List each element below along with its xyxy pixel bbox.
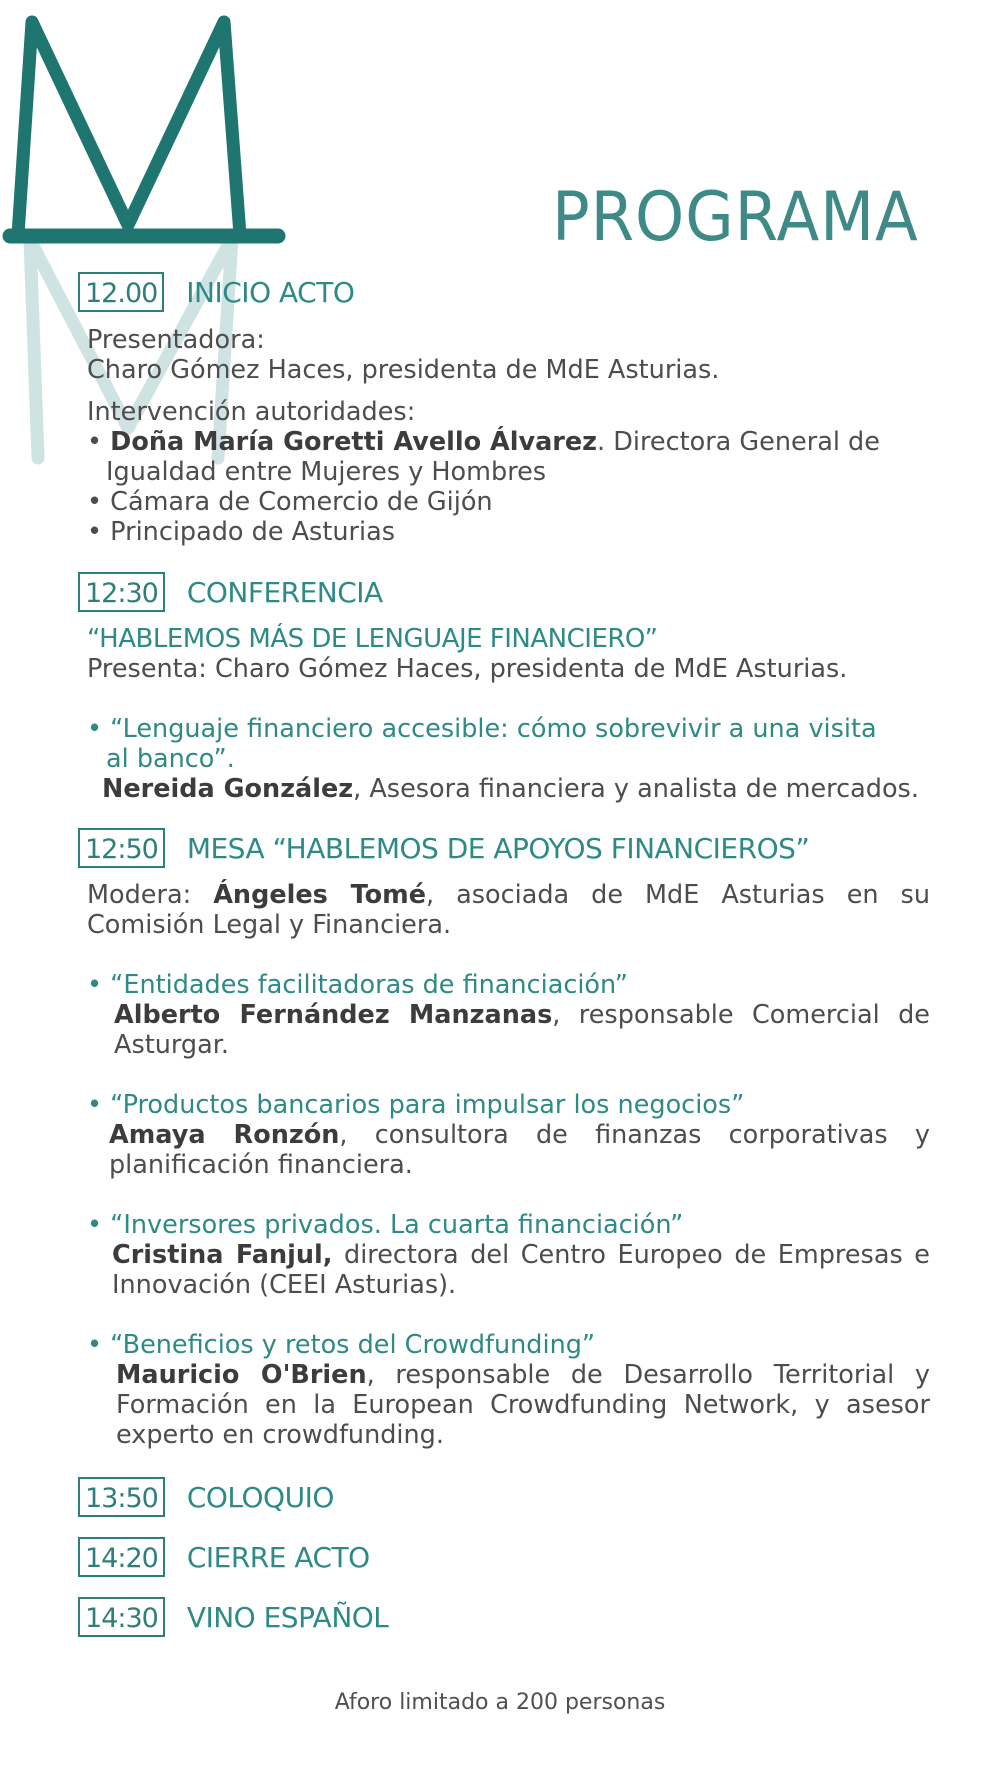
talk-title: • “Beneficios y retos del Crowdfunding” (87, 1330, 596, 1360)
time-badge: 14:20 (78, 1537, 165, 1577)
section-vino (78, 1597, 388, 1637)
talk-title: • “Inversores privados. La cuarta financiación” (87, 1210, 684, 1240)
time-badge: 12:50 (78, 828, 165, 868)
moderator: Modera: Ángeles Tomé, asociada de MdE Asturias en su Comisión Legal y Financiera. (87, 880, 930, 940)
section-heading: CONFERENCIA (186, 575, 383, 609)
time-badge: 14:30 (78, 1597, 165, 1637)
section-inicio (78, 272, 354, 312)
conference-title: “HABLEMOS MÁS DE LENGUAJE FINANCIERO” (87, 624, 658, 654)
section-heading: MESA “HABLEMOS DE APOYOS FINANCIEROS” (186, 831, 810, 865)
section-heading: INICIO ACTO (186, 275, 355, 309)
logo-m-letter (18, 22, 240, 235)
section-heading: VINO ESPAÑOL (186, 1600, 389, 1634)
section-coloquio (78, 1477, 334, 1517)
list-item: • Cámara de Comercio de Gijón (87, 487, 493, 517)
conferencia-body (87, 624, 957, 804)
presenter-text: Charo Gómez Haces, presidenta de MdE Asturias. (87, 355, 720, 385)
time-badge: 12:30 (78, 572, 165, 612)
time-badge: 13:50 (78, 1477, 165, 1517)
talk-title: • “Lenguaje financiero accesible: cómo sobrevivir a una visita (87, 714, 877, 744)
talk-title-cont: al banco”. (106, 744, 235, 774)
list-item-cont: Igualdad entre Mujeres y Hombres (106, 457, 547, 487)
speaker: Mauricio O'Brien, responsable de Desarrollo Territorial y Formación en la European Crowdfunding Network, y asesor experto en crowdfunding. (116, 1360, 930, 1450)
list-item: • Doña María Goretti Avello Álvarez. Directora General de (87, 427, 880, 457)
speaker: Cristina Fanjul, directora del Centro Europeo de Empresas e Innovación (CEEI Asturias). (112, 1240, 930, 1300)
talk-title: • “Entidades facilitadoras de financiación” (87, 970, 629, 1000)
speaker: Alberto Fernández Manzanas, responsable Comercial de Asturgar. (114, 1000, 930, 1060)
interventions-label: Intervención autoridades: (87, 397, 416, 427)
presenter-label: Presentadora: (87, 325, 265, 355)
list-item: • Principado de Asturias (87, 517, 395, 547)
section-cierre (78, 1537, 370, 1577)
speaker: Amaya Ronzón, consultora de finanzas corporativas y planificación financiera. (109, 1120, 930, 1180)
speaker: Nereida González, Asesora financiera y analista de mercados. (102, 774, 919, 804)
talk-title: • “Productos bancarios para impulsar los negocios” (87, 1090, 745, 1120)
time-badge: 12.00 (78, 272, 164, 312)
section-conferencia (78, 572, 383, 612)
section-mesa (78, 828, 809, 868)
section-heading: COLOQUIO (186, 1480, 334, 1514)
presenter-text: Presenta: Charo Gómez Haces, presidenta de MdE Asturias. (87, 654, 848, 684)
mesa-body (87, 880, 930, 1450)
section-heading: CIERRE ACTO (186, 1540, 370, 1574)
capacity-note: Aforo limitado a 200 personas (334, 1690, 666, 1715)
page-title: PROGRAMA (552, 178, 919, 257)
inicio-body (87, 325, 887, 547)
